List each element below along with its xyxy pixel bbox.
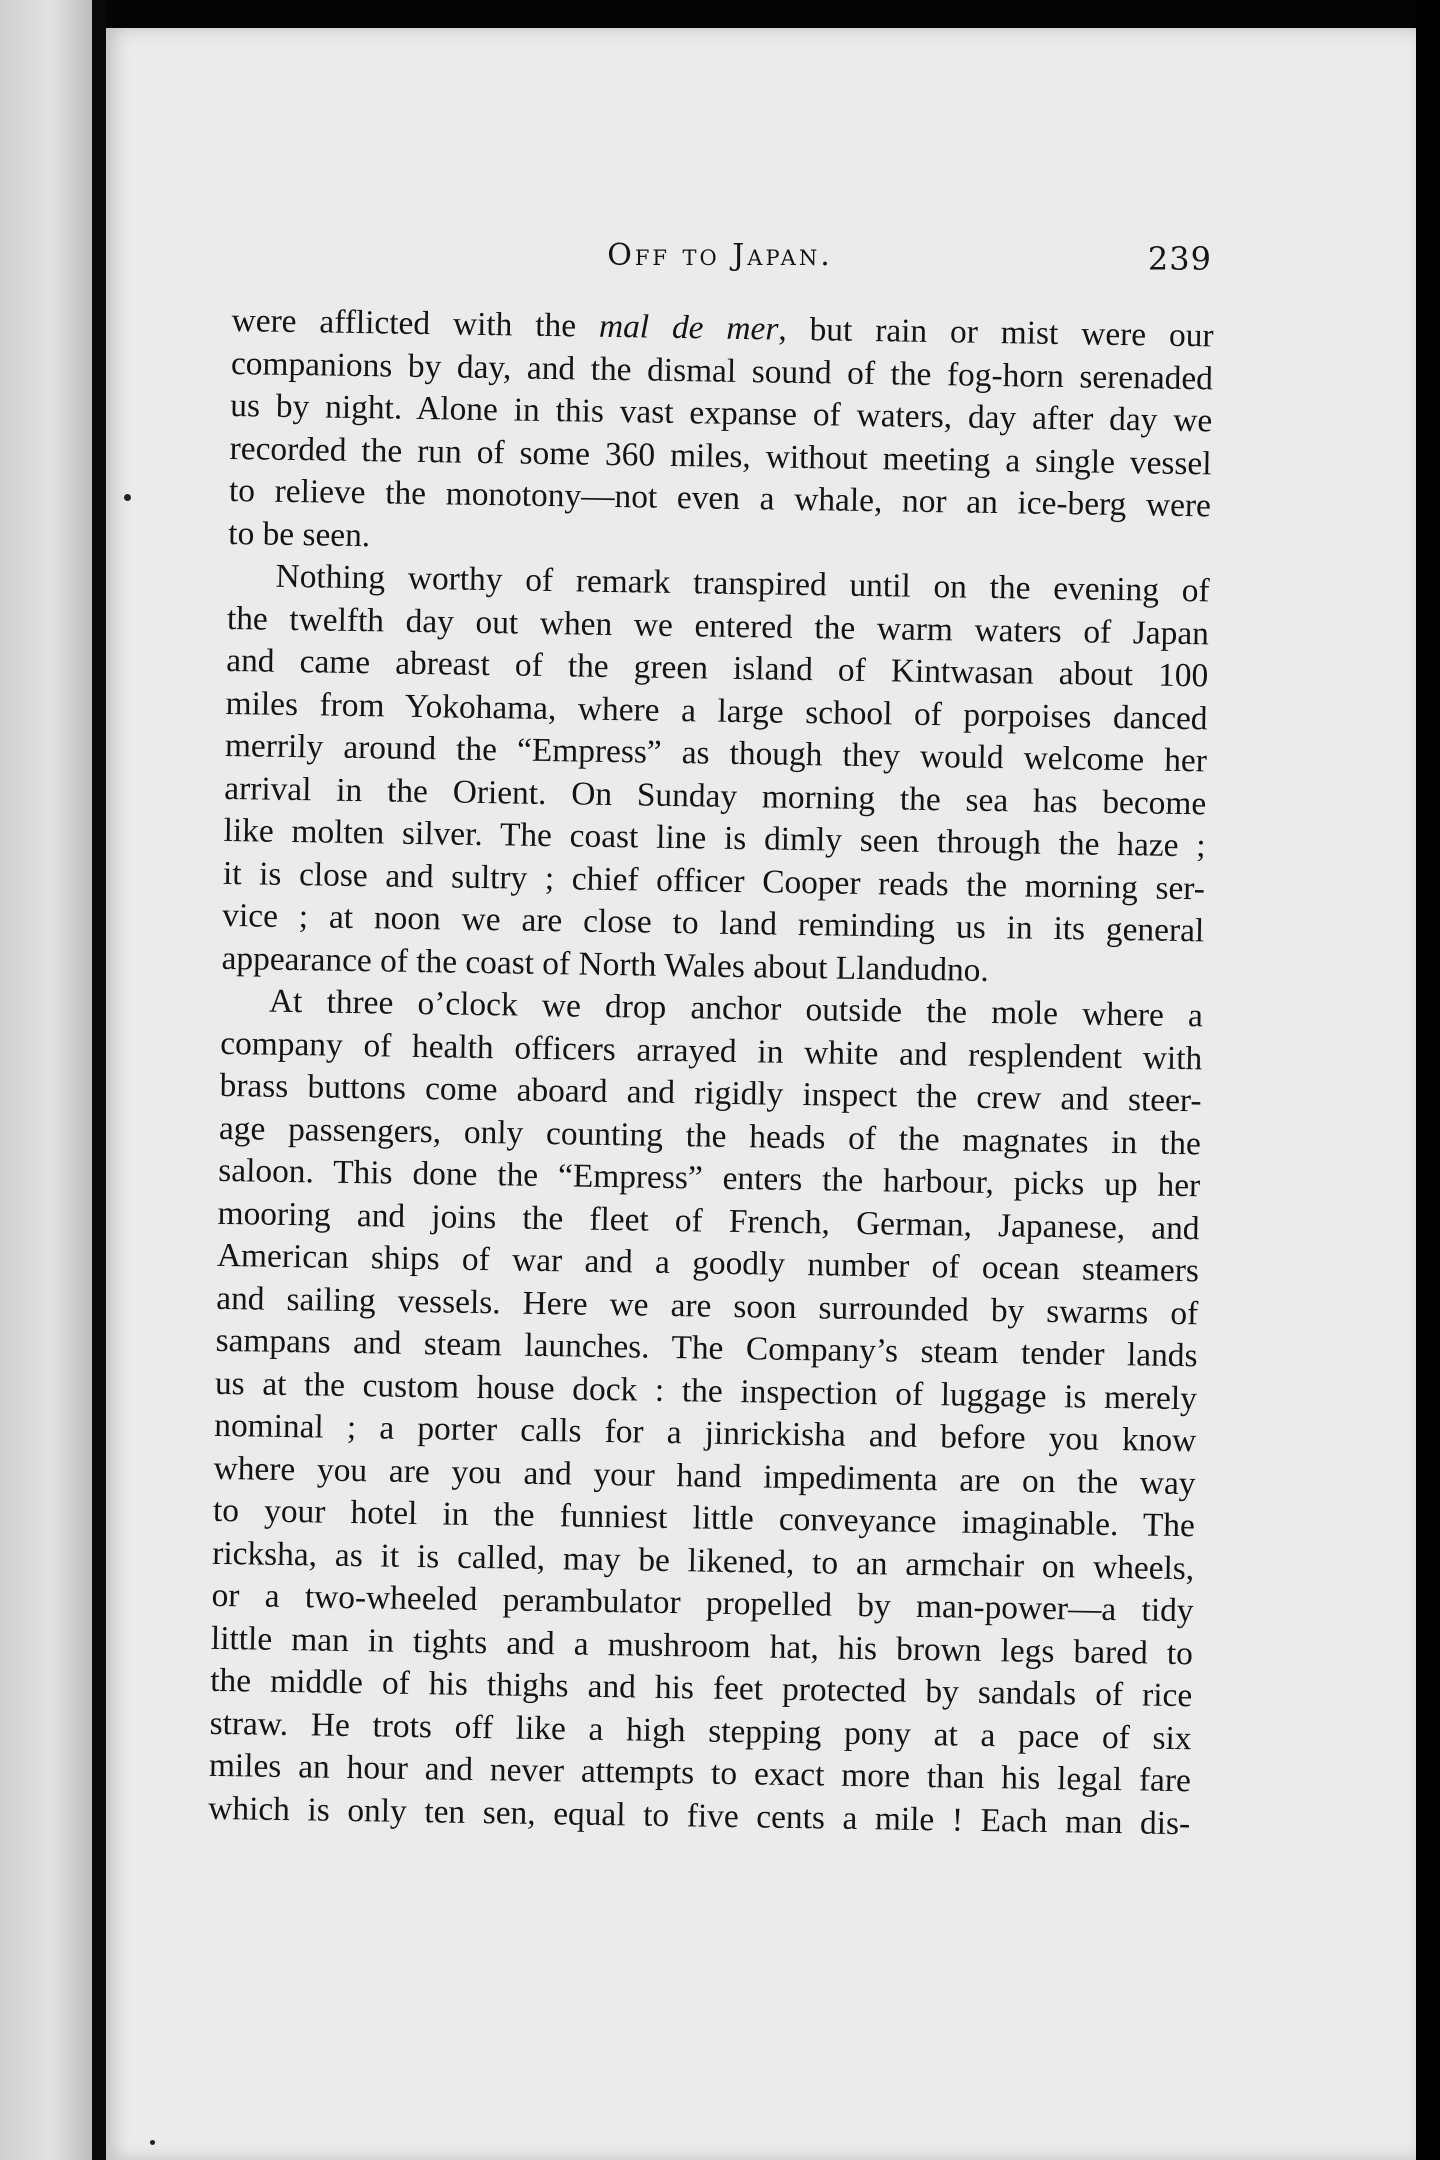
text-segment: recorded the run of some 360 miles, without meeting a single vessel	[229, 429, 1212, 482]
text-segment: At three o’clock we drop anchor outside the mole where a	[268, 982, 1204, 1035]
text-segment: it is close and sultry ; chief officer Cooper reads the morning ser-	[222, 854, 1206, 907]
book-gutter	[92, 0, 106, 2160]
text-segment: sampans and steam launches. The Company’s steam tender lands	[215, 1321, 1198, 1375]
text-segment: mooring and joins the fleet of French, German, Japanese, and	[217, 1194, 1200, 1247]
text-segment: us by night. Alone in this vast expanse of waters, day after day we	[230, 386, 1213, 440]
text-segment: vice ; at noon we are close to land reminding us in its general	[222, 896, 1205, 950]
margin-speck	[150, 2140, 155, 2145]
text-segment: saloon. This done the “Empress” enters the harbour, picks up her	[218, 1151, 1201, 1205]
body-text	[208, 300, 1214, 1845]
text-segment: company of health officers arrayed in white and resplendent with	[220, 1024, 1203, 1077]
text-segment: appearance of the coast of North Wales about Llandudno.	[221, 939, 990, 989]
text-segment: brass buttons come aboard and rigidly inspect the crew and steer-	[219, 1066, 1202, 1120]
text-segment: companions by day, and the dismal sound of the fog-horn serenaded	[230, 344, 1214, 397]
scan-border	[1416, 0, 1440, 2160]
facing-page-edge	[0, 0, 92, 2160]
text-segment: were afflicted with the	[231, 301, 600, 345]
text-segment: ricksha, as it is called, may be likened, to an armchair on wheels,	[212, 1534, 1195, 1587]
text-segment: miles from Yokohama, where a large school of porpoises danced	[225, 684, 1208, 737]
text-segment: the middle of his thighs and his feet protected by sandals of rice	[210, 1661, 1193, 1715]
text-segment: straw. He trots off like a high stepping pony at a pace of six	[209, 1704, 1192, 1757]
text-segment: age passengers, only counting the heads of the magnates in the	[218, 1109, 1202, 1162]
text-segment: to relieve the monotony—not even a whale, nor an ice-berg were	[228, 471, 1212, 525]
text-segment: Nothing worthy of remark transpired until on the evening of	[275, 557, 1210, 610]
page-number: 239	[1147, 240, 1212, 278]
text-segment: where you are you and your hand impedimenta are on the way	[213, 1449, 1196, 1502]
text-segment: us at the custom house dock : the inspection of luggage is merely	[214, 1364, 1198, 1417]
text-segment: or a two-wheeled perambulator propelled by man-power—a tidy	[211, 1576, 1194, 1630]
italic-phrase: mal de mer	[598, 307, 779, 348]
text-segment: which is only ten sen, equal to five cents a mile ! Each man dis-	[208, 1789, 1191, 1842]
text-segment: nominal ; a porter calls for a jinrickisha and before you know	[214, 1406, 1197, 1460]
text-segment: little man in tights and a mushroom hat, his brown legs bared to	[210, 1619, 1194, 1672]
text-segment: and came abreast of the green island of Kintwasan about 100	[226, 641, 1209, 695]
text-segment: miles an hour and never attempts to exact more than his legal fare	[208, 1746, 1192, 1800]
text-segment: the twelfth day out when we entered the warm waters of Japan	[226, 599, 1210, 652]
text-segment: arrival in the Orient. On Sunday morning the sea has become	[224, 769, 1207, 822]
text-segment: to your hotel in the funniest little conveyance imaginable. The	[212, 1491, 1196, 1545]
running-head	[230, 238, 1210, 288]
text-segment: to be seen.	[228, 514, 371, 554]
text-segment: , but rain or mist were our	[778, 310, 1214, 355]
text-segment: merrily around the “Empress” as though they would welcome her	[224, 726, 1208, 780]
margin-speck	[124, 494, 131, 501]
text-segment: and sailing vessels. Here we are soon surrounded by swarms of	[216, 1279, 1199, 1332]
text-segment: American ships of war and a goodly number of ocean steamers	[216, 1236, 1200, 1290]
running-head-title: Off to Japan.	[607, 238, 833, 273]
text-segment: like molten silver. The coast line is dimly seen through the haze ;	[223, 811, 1206, 865]
